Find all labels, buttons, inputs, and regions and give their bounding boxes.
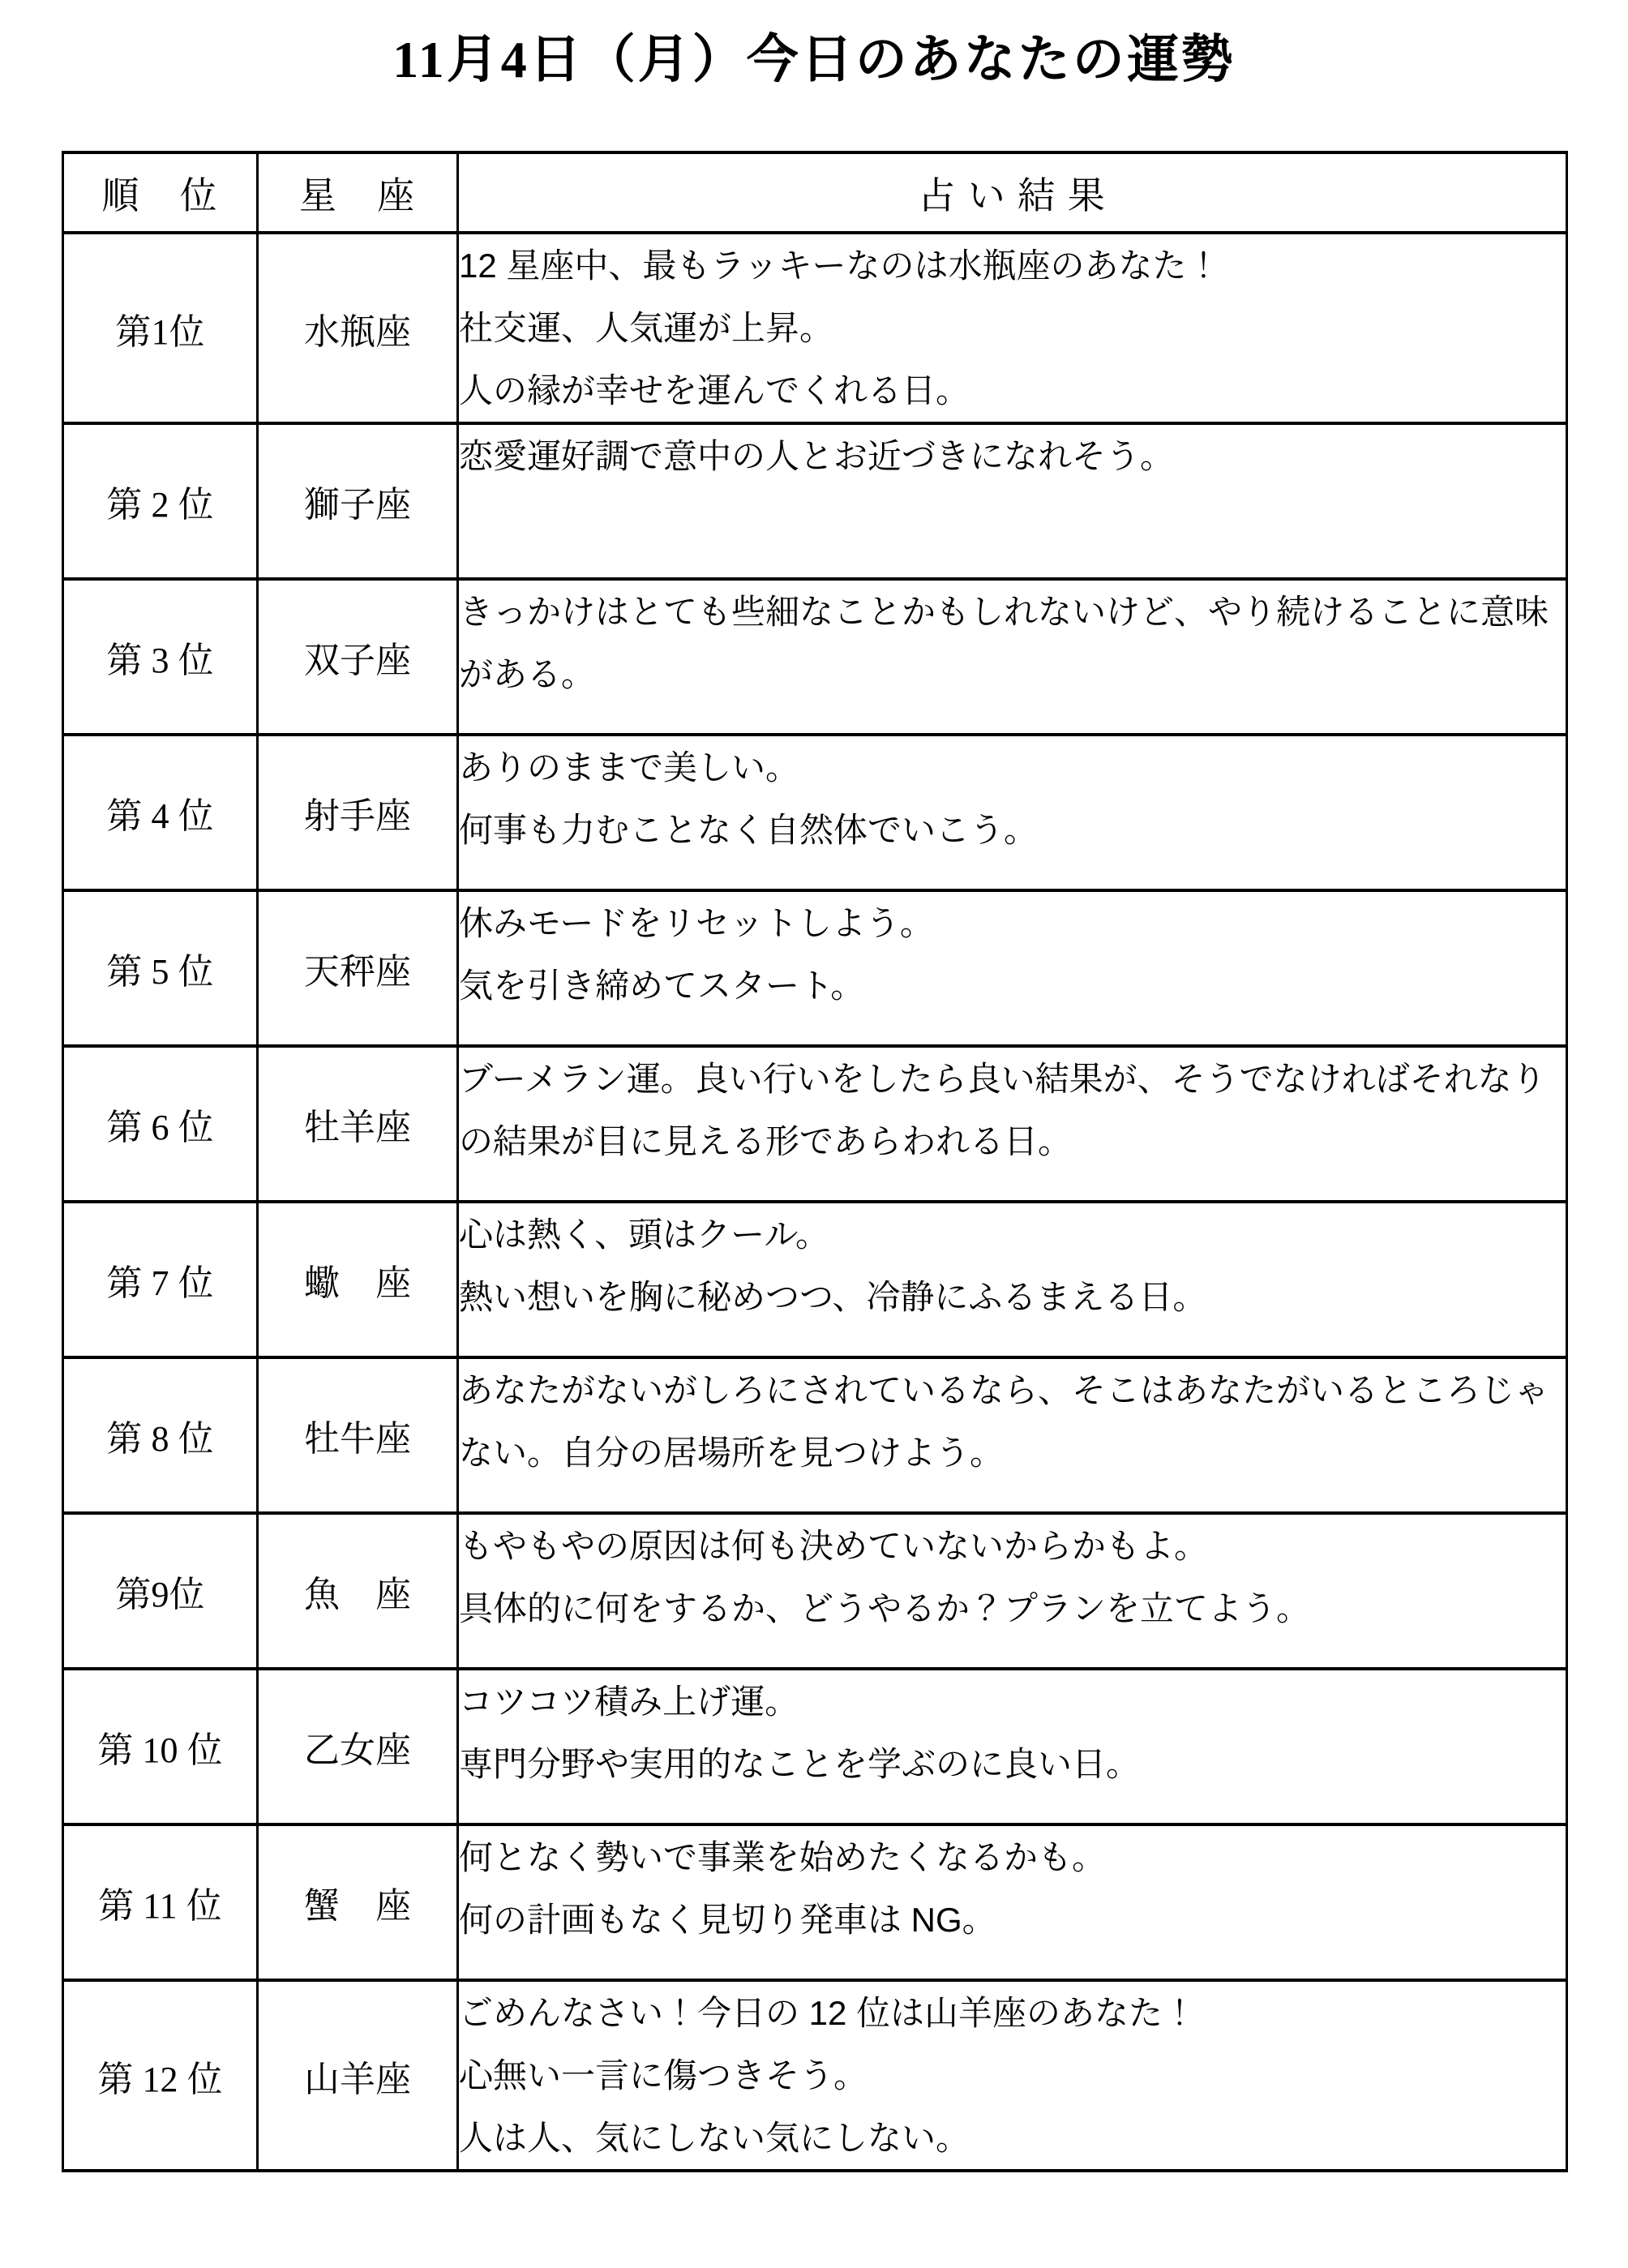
fortune-cell [458, 579, 1567, 735]
fortune-cell [458, 233, 1567, 423]
header-row [63, 152, 1567, 233]
rank-cell: 第 10 位 [63, 1669, 258, 1824]
fortune-line: コツコツ積み上げ運。 [459, 1683, 799, 1721]
table-row [63, 1669, 1567, 1824]
fortune-line: ブーメラン運。良い行いをしたら良い結果が、そうでなければそれなりの結果が目に見える形であらわれる日。 [459, 1060, 1546, 1160]
fortune-line: 恋愛運好調で意中の人とお近づきになれそう。 [459, 437, 1175, 475]
fortune-line: 人の縁が幸せを運んでくれる日。 [459, 371, 970, 409]
sign-cell: 乙女座 [258, 1669, 458, 1824]
table-row [63, 1980, 1567, 2171]
sign-cell: 天秤座 [258, 890, 458, 1046]
fortune-line: 何事も力むことなく自然体でいこう。 [459, 811, 1039, 849]
column-header-sign: 星 座 [258, 152, 458, 233]
fortune-line: 何となく勢いで事業を始めたくなるかも。 [459, 1838, 1107, 1876]
table-row [63, 423, 1567, 579]
table-row [63, 233, 1567, 423]
fortune-cell [458, 1046, 1567, 1202]
fortune-line: 休みモードをリセットしよう。 [459, 904, 934, 942]
fortune-line: 熱い想いを胸に秘めつつ、冷静にふるまえる日。 [459, 1278, 1207, 1316]
table-row [63, 579, 1567, 735]
page-title: 11月4日（月）今日のあなたの運勢 [392, 31, 1236, 88]
table-row [63, 1513, 1567, 1669]
fortune-line: 心は熱く、頭はクール。 [459, 1215, 829, 1254]
sign-cell: 蠍 座 [258, 1202, 458, 1357]
rank-cell: 第 11 位 [63, 1824, 258, 1980]
fortune-cell [458, 1669, 1567, 1824]
table-row [63, 1046, 1567, 1202]
table-row [63, 890, 1567, 1046]
fortune-line: 何の計画もなく見切り発車は NG。 [459, 1901, 996, 1939]
sign-cell: 魚 座 [258, 1513, 458, 1669]
fortune-cell [458, 1980, 1567, 2171]
fortune-cell [458, 1513, 1567, 1669]
sign-cell: 山羊座 [258, 1980, 458, 2171]
fortune-cell [458, 890, 1567, 1046]
rank-cell: 第 5 位 [63, 890, 258, 1046]
sign-cell: 射手座 [258, 735, 458, 890]
sign-cell: 蟹 座 [258, 1824, 458, 1980]
fortune-line: 社交運、人気運が上昇。 [459, 309, 834, 347]
fortune-line: ありのままで美しい。 [459, 748, 800, 787]
table-row [63, 735, 1567, 890]
fortune-line: きっかけはとても些細なことかもしれないけど、やり続けることに意味がある。 [459, 593, 1549, 693]
rank-cell: 第 6 位 [63, 1046, 258, 1202]
fortune-line: 人は人、気にしない気にしない。 [459, 2119, 970, 2157]
sign-cell: 獅子座 [258, 423, 458, 579]
fortune-line: 心無い一言に傷つきそう。 [459, 2056, 868, 2094]
sign-cell: 牡羊座 [258, 1046, 458, 1202]
rank-cell: 第9位 [63, 1513, 258, 1669]
column-header-rank: 順 位 [63, 152, 258, 233]
rank-cell: 第 12 位 [63, 1980, 258, 2171]
fortune-cell [458, 1824, 1567, 1980]
fortune-line: 具体的に何をするか、どうやるか？プランを立てよう。 [459, 1589, 1311, 1627]
rank-cell: 第 4 位 [63, 735, 258, 890]
rank-cell: 第1位 [63, 233, 258, 423]
rank-cell: 第 3 位 [63, 579, 258, 735]
rank-cell: 第 8 位 [63, 1357, 258, 1513]
fortune-line: 気を引き締めてスタート。 [459, 967, 865, 1005]
table-row [63, 1824, 1567, 1980]
fortune-cell [458, 735, 1567, 890]
sign-cell: 双子座 [258, 579, 458, 735]
fortune-line: もやもやの原因は何も決めていないからかもよ。 [459, 1527, 1209, 1565]
fortune-cell [458, 1357, 1567, 1513]
rank-cell: 第 7 位 [63, 1202, 258, 1357]
fortune-cell [458, 1202, 1567, 1357]
table-row [63, 1357, 1567, 1513]
sign-cell: 牡牛座 [258, 1357, 458, 1513]
fortune-table [62, 151, 1568, 2172]
column-header-result: 占 い 結 果 [458, 152, 1567, 233]
sign-cell: 水瓶座 [258, 233, 458, 423]
rank-cell: 第 2 位 [63, 423, 258, 579]
fortune-line: 専門分野や実用的なことを学ぶのに良い日。 [459, 1745, 1141, 1783]
fortune-line: ごめんなさい！今日の 12 位は山羊座のあなた！ [459, 1994, 1197, 2032]
fortune-cell [458, 423, 1567, 579]
table-row [63, 1202, 1567, 1357]
fortune-line: 12 星座中、最もラッキーなのは水瓶座のあなた！ [459, 247, 1221, 285]
fortune-line: あなたがないがしろにされているなら、そこはあなたがいるところじゃない。自分の居場所を見つけよう。 [459, 1371, 1549, 1472]
